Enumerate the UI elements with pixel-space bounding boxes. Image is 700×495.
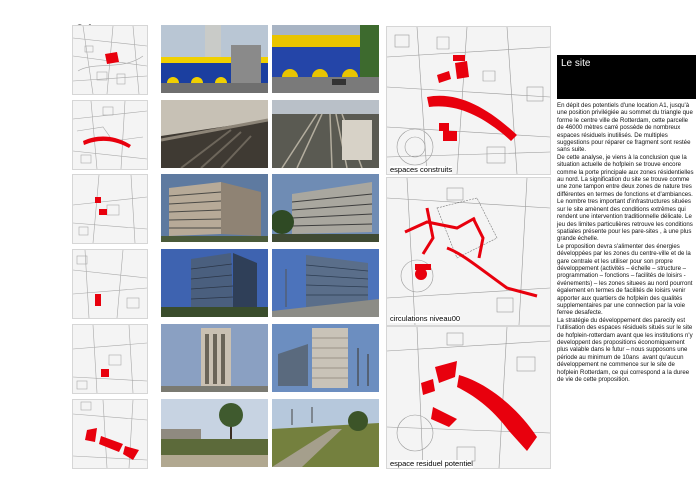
site-map-5 [72,324,148,394]
large-map-constructed [386,26,551,175]
photo-ecole-1 [161,174,268,242]
photo-block-shell01-1 [161,249,268,317]
photo-hofplein-1 [161,25,268,93]
title-bar [557,55,696,99]
site-map-2 [72,100,148,170]
photo-espaces-vacants-2 [272,399,379,467]
photo-block-shell02-1 [161,324,268,392]
body-text: En dépit des potentiels d'une location A1, jusqu'à une position privilégiée au sommet du triangle que forme le centre ville de Rotterdam, cette parcelle de 46000 mètres carré possède de nombreux espaces résiduels inutilisés. De multiples suggestions pour réparer ce fragment sont restée sans suite. De cette analyse, je viens à la conclusion que la situation actuelle de hofplein se trouve encore comme la porte principale aux zones résidentielles au nord. La signification du site se trouve comme une zone tampon entre deux zones de nature tres différentes en termes de fonctions et d'ambiances. Le nombre tres important d'infrastructures situées sur le site amènent des conditions extrêmes qui rendent une intervention traditionnelle délicate. Le jeu des limites particulières retrouve les conditions spatiales présente pour les pare-sites , à une plus grande échelle. Le proposition devra s'alimenter des énergies développées par les zones du centre-ville et de la gare centrale et les utiliser pour son propre développement (activités – échelle – structure – programmation – fonctions – facilités de loisirs - événements) – les zones situees au nord pourront également en termes de facilités de loisirs venir apporter aux quartiers de hofplein des qualités supplementaires par une connection par la voie ferree desafecte. La stratégie du développement des parecity est l'utilisation des espaces résiduels situés sur le site de hofplein-rotterdam avant que les institutions n'y developpent des propositions économiquement plus valable dans le futur – nous supposons une période au minimum de 10ans avant qu'aucun développement ne commence sur le site de hofplein Rotterdam, ce qui correspond a la duree de vie de cette proposition. [557,102,694,384]
site-map-3 [72,174,148,244]
large-map-label-2: circulations niveau00 [390,314,461,323]
large-map-residual [386,326,551,469]
photo-block-shell02-2 [272,324,379,392]
site-map-6 [72,399,148,469]
photo-traintracks-2 [272,100,379,168]
site-map-1 [72,25,148,95]
large-map-label-1: espaces construits [390,165,453,174]
photo-espaces-vacants-1 [161,399,268,467]
photo-ecole-2 [272,174,379,242]
large-map-label-3: espace residuel potentiel [390,459,473,468]
site-map-4 [72,249,148,319]
page-title: Le site [561,58,591,69]
large-map-circulation [386,177,551,326]
photo-hofplein-2 [272,25,379,93]
photo-traintracks-1 [161,100,268,168]
photo-block-shell01-2 [272,249,379,317]
